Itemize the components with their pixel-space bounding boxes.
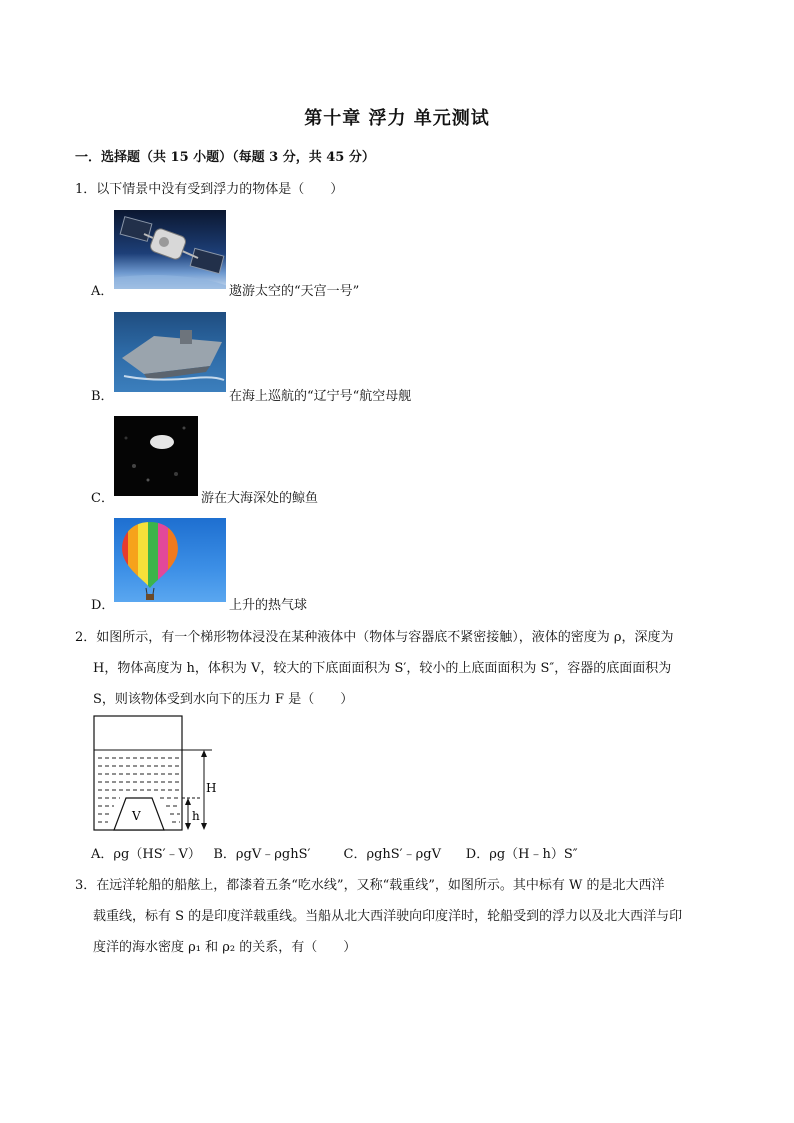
container-diagram [90,712,220,834]
question-3-line-1: 3．在远洋轮船的船舷上，都漆着五条“吃水线”，又称“载重线”，如图所示。其中标有 W 的是北大西洋 [75,878,665,893]
question-2-line-1: 2．如图所示，有一个梯形物体浸没在某种液体中（物体与容器底不紧密接触），液体的密度为 ρ，深度为 [75,630,674,645]
q1-option-a-letter: A． [91,284,114,299]
question-1-stem: 1．以下情景中没有受到浮力的物体是（ ） [75,182,344,197]
section-heading: 一．选择题（共 15 小题）（每题 3 分，共 45 分） [75,150,375,165]
q1-option-c-text: 游在大海深处的鲸鱼 [201,491,319,506]
aircraft-carrier-photo [114,312,226,392]
page-title: 第十章 浮力 单元测试 [304,108,490,129]
question-2-line-2: H，物体高度为 h，体积为 V，较大的下底面面积为 S′，较小的上底面面积为 S″，容器的底面面积为 [93,661,672,676]
q1-option-b-letter: B． [91,389,114,404]
q1-option-d-letter: D． [91,598,115,613]
q1-option-a-text: 遨游太空的“天宫一号” [229,284,360,299]
q1-option-c-letter: C． [91,491,114,506]
q1-option-b-text: 在海上巡航的“辽宁号“航空母舰 [229,389,412,404]
space-station-photo [114,210,226,289]
question-3-line-3: 度洋的海水密度 ρ₁ 和 ρ₂ 的关系，有（ ） [93,940,357,955]
question-2-options: A．ρg（HS′﹣V） B．ρgV﹣ρghS′ C．ρghS′﹣ρgV D．ρg（H﹣h）S″ [91,847,578,862]
question-3-line-2: 载重线，标有 S 的是印度洋载重线。当船从北大西洋驶向印度洋时，轮船受到的浮力以及北大西洋与印 [93,909,683,924]
object-label-v: V [132,809,141,823]
height-label-h-lower: h [192,809,200,823]
hot-air-balloon-photo [114,518,226,602]
whale-deep-sea-photo [114,416,198,496]
depth-label-h-upper: H [206,781,217,795]
q1-option-d-text: 上升的热气球 [229,598,308,613]
question-2-line-3: S，则该物体受到水向下的压力 F 是（ ） [93,692,354,707]
